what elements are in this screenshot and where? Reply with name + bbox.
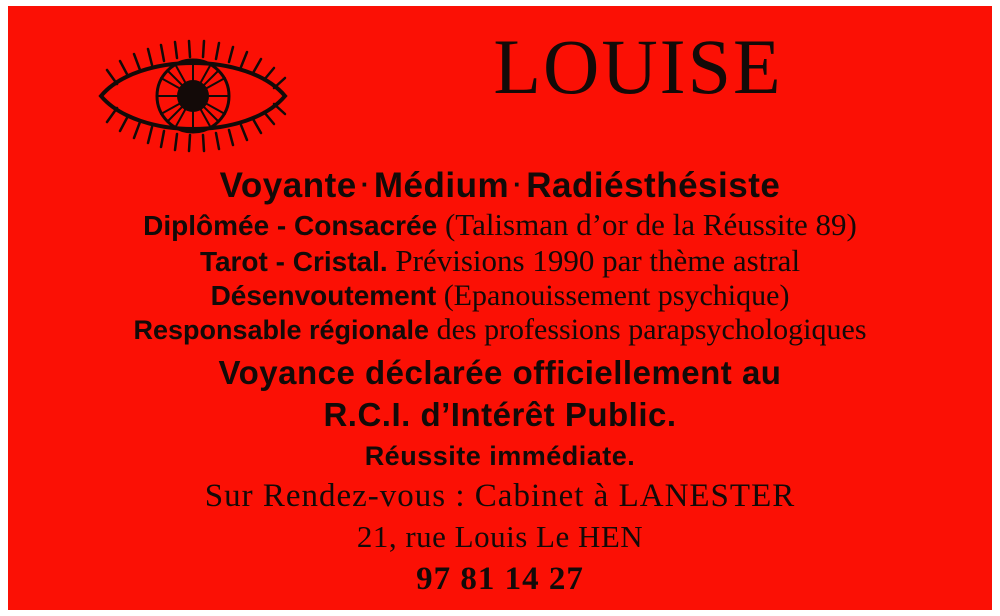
services-line-1 <box>8 166 992 207</box>
services-line-3-rest: Prévisions 1990 par thème astral <box>387 242 801 278</box>
contact-address: 21, rue Louis Le HEN <box>356 519 644 555</box>
services-line-2-bold: Diplômée - Consacrée <box>143 209 438 241</box>
service-voyante: Voyante <box>219 166 357 205</box>
declaration-line-3: Réussite immédiate. <box>364 441 636 472</box>
services-line-4-bold: Désenvoutement <box>210 279 437 311</box>
services-line-2-rest: (Talisman d’or de la Réussite 89) <box>437 206 857 242</box>
separator-dot-2: · <box>513 169 523 199</box>
services-line-3-bold: Tarot - Cristal. <box>199 245 388 277</box>
services-line-5-bold: Responsable régionale <box>133 315 430 346</box>
services-line-3 <box>8 243 992 279</box>
services-block <box>8 166 992 348</box>
services-line-5-rest: des professions parapsychologiques <box>429 313 867 347</box>
service-radiesthesiste: Radiésthésiste <box>526 166 781 205</box>
services-line-5 <box>8 313 992 348</box>
services-line-4 <box>8 279 992 314</box>
services-line-2 <box>8 207 992 243</box>
separator-dot-1: · <box>360 169 370 199</box>
services-line-4-rest: (Epanouissement psychique) <box>436 278 790 312</box>
declaration-line-1: Voyance déclarée officiellement au <box>218 354 782 391</box>
brand-name: LOUISE <box>493 23 783 110</box>
declaration-block <box>8 352 992 477</box>
contact-block <box>8 476 992 600</box>
contact-appointment: Sur Rendez-vous : Cabinet à LANESTER <box>204 478 796 514</box>
card-content <box>8 6 992 610</box>
card-header <box>8 6 992 158</box>
service-medium: Médium <box>373 166 510 205</box>
declaration-line-2: R.C.I. d’Intérêt Public. <box>323 396 677 434</box>
contact-phone: 97 81 14 27 <box>416 560 584 597</box>
eye-icon <box>93 36 293 156</box>
